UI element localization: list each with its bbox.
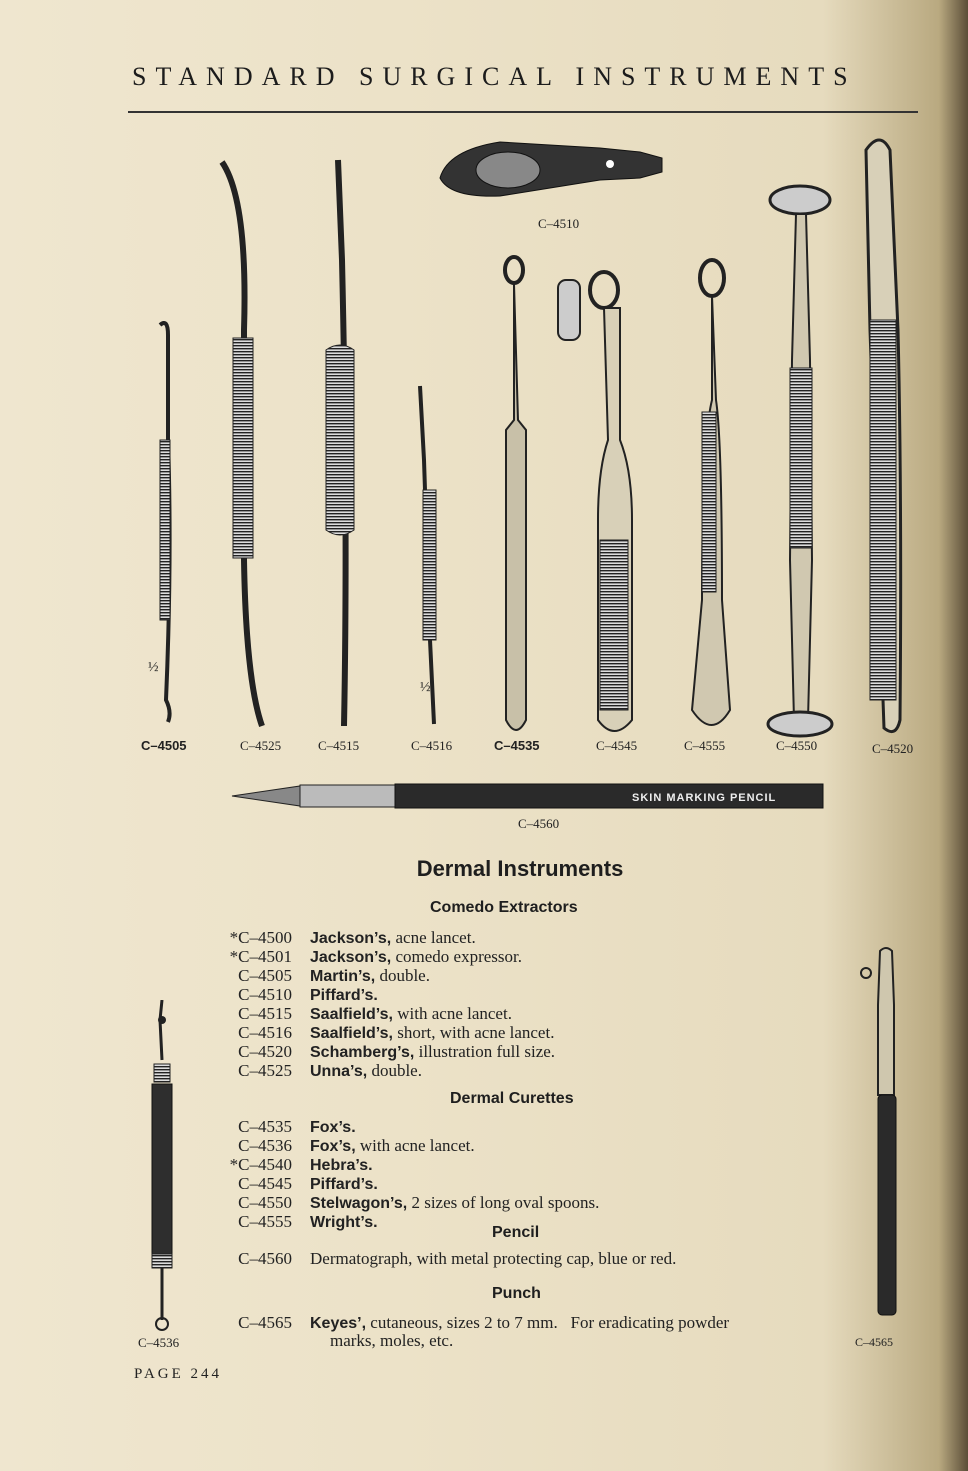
section-title: Dermal Instruments (416, 856, 624, 881)
list-item (210, 1155, 373, 1175)
item-name: Fox’s, (310, 1138, 356, 1155)
item-desc: with acne lancet. (397, 1004, 512, 1023)
item-code: C–4550 (238, 1193, 292, 1212)
item-code: C–4565 (238, 1313, 292, 1332)
instrument-c4545 (590, 272, 632, 731)
item-code: C–4516 (238, 1023, 292, 1042)
item-name: Stelwagon’s, (310, 1195, 408, 1212)
list-item (210, 1023, 554, 1043)
item-name: Unna’s, (310, 1063, 368, 1080)
item-name: Piffard’s. (310, 1176, 378, 1193)
item-code: C–4536 (238, 1136, 292, 1155)
page-number (134, 1366, 222, 1383)
page-label: PAGE (134, 1366, 184, 1382)
page-header: STANDARD SURGICAL INSTRUMENTS (132, 62, 857, 91)
list-item (210, 1212, 378, 1232)
caption-c4525: C–4525 (240, 738, 282, 753)
item-name: Keyes’, (310, 1315, 367, 1332)
item-code: *C–4540 (229, 1155, 292, 1174)
instrument-c4516 (420, 386, 436, 724)
item-name: Schamberg’s, (310, 1044, 415, 1061)
item-code: C–4515 (238, 1004, 292, 1023)
instrument-c4520 (866, 140, 901, 732)
instrument-c4510 (440, 142, 662, 196)
instrument-c4555 (692, 260, 730, 725)
caption-c4550: C–4550 (776, 738, 818, 753)
item-desc: comedo expressor. (395, 947, 523, 966)
item-name: Saalfield’s, (310, 1006, 393, 1023)
item-code: C–4555 (238, 1212, 292, 1231)
list-item (210, 985, 378, 1005)
heading-comedo-extractors: Comedo Extractors (430, 899, 578, 916)
list-item (210, 966, 430, 986)
item-name: Saalfield’s, (310, 1025, 393, 1042)
item-name: Jackson’s, (310, 949, 392, 966)
item-desc: Dermatograph, with metal protecting cap, blue or red. (310, 1249, 677, 1268)
caption-c4545: C–4545 (596, 738, 638, 753)
item-code: C–4545 (238, 1174, 292, 1193)
item-desc-continuation: marks, moles, etc. (330, 1331, 454, 1350)
instrument-c4535 (505, 257, 580, 730)
list-item (210, 1136, 475, 1156)
item-desc: short, with acne lancet. (397, 1023, 555, 1042)
caption-c4560: C–4560 (518, 816, 560, 831)
instrument-c4565 (856, 945, 906, 1335)
item-code: C–4510 (238, 985, 292, 1004)
caption-c4516: C–4516 (411, 738, 453, 753)
list-item (210, 1117, 356, 1137)
item-code: C–4560 (238, 1249, 292, 1268)
list-item (210, 1174, 378, 1194)
caption-c4555: C–4555 (684, 738, 726, 753)
caption-c4505: C–4505 (141, 738, 187, 753)
item-name: Martin’s, (310, 968, 376, 985)
heading-dermal-curettes: Dermal Curettes (450, 1090, 574, 1107)
instrument-c4505 (160, 323, 170, 722)
caption-c4510: C–4510 (538, 216, 580, 231)
scale-note-left: ½ (148, 660, 159, 675)
caption-c4515: C–4515 (318, 738, 360, 753)
list-item (210, 1313, 729, 1333)
scale-note-c4516: ½ (420, 680, 431, 695)
list-item (210, 1061, 422, 1081)
item-desc: with acne lancet. (359, 1136, 475, 1155)
list-item (210, 928, 476, 948)
caption-c4535: C–4535 (494, 738, 540, 753)
list-item (210, 947, 522, 967)
list-item (210, 1004, 512, 1024)
list-item (210, 1249, 676, 1269)
item-name: Hebra’s. (310, 1157, 373, 1174)
instrument-c4536 (140, 1000, 200, 1340)
page-number-value: 244 (190, 1366, 223, 1382)
item-name: Wright’s. (310, 1214, 378, 1231)
item-code: C–4520 (238, 1042, 292, 1061)
item-desc: double. (371, 1061, 422, 1080)
instrument-c4525 (222, 162, 262, 726)
pencil-label: SKIN MARKING PENCIL (632, 792, 777, 804)
item-name: Jackson’s, (310, 930, 392, 947)
item-desc: double. (379, 966, 430, 985)
item-code: *C–4501 (229, 947, 292, 966)
caption-c4536: C–4536 (138, 1335, 180, 1350)
instrument-c4550 (768, 186, 832, 736)
instrument-c4560-pencil (232, 784, 823, 808)
heading-punch: Punch (492, 1285, 541, 1302)
item-code: C–4525 (238, 1061, 292, 1080)
item-name: Piffard’s. (310, 987, 378, 1004)
list-item (210, 1193, 599, 1213)
item-desc: illustration full size. (418, 1042, 556, 1061)
instrument-c4515 (326, 160, 354, 726)
item-code: C–4505 (238, 966, 292, 985)
item-code: C–4535 (238, 1117, 292, 1136)
item-code: *C–4500 (229, 928, 292, 947)
list-item (210, 1042, 555, 1062)
item-name: Fox’s. (310, 1119, 356, 1136)
item-desc: 2 sizes of long oval spoons. (411, 1193, 600, 1212)
heading-pencil: Pencil (492, 1224, 540, 1241)
caption-c4565: C–4565 (855, 1335, 894, 1349)
item-desc: acne lancet. (395, 928, 476, 947)
item-desc: cutaneous, sizes 2 to 7 mm. For eradicating powder (370, 1313, 730, 1332)
caption-c4520: C–4520 (872, 741, 914, 756)
